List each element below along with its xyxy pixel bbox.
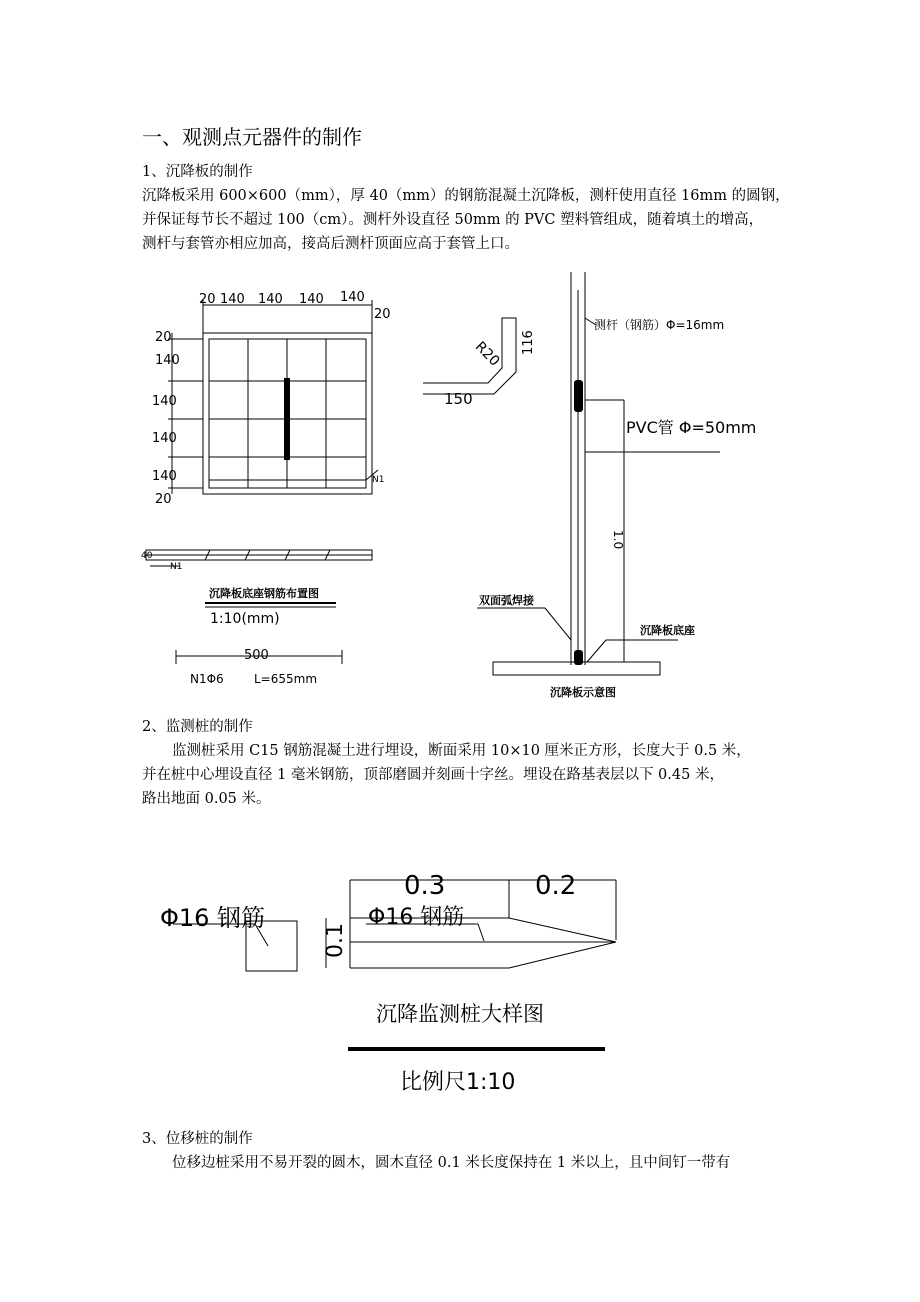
subsection-title-1: 1、沉降板的制作	[142, 164, 253, 180]
section-dim: 0.1	[323, 923, 348, 958]
side-dim-5: 140	[152, 469, 177, 484]
side-dim-3: 140	[152, 394, 177, 409]
rebar-label-mid: Φ16 钢筋	[368, 905, 465, 930]
pile-scale: 比例尺1:10	[400, 1070, 516, 1095]
side-dim-6: 20	[155, 492, 172, 507]
paragraph-1-line-1: 沉降板采用 600×600（mm），厚 40（mm）的钢筋混凝土沉降板，测杆使用直径 16mm 的圆钢，	[142, 188, 790, 204]
thickness-label: 40	[141, 551, 153, 561]
hook-radius: R20	[471, 338, 503, 370]
side-dim-1: 20	[155, 330, 172, 345]
side-dim-2: 140	[155, 353, 180, 368]
pile-title: 沉降监测桩大样图	[376, 1002, 544, 1026]
top-dim-2: 140	[220, 292, 245, 307]
top-dim-5: 140	[340, 290, 365, 305]
paragraph-2-line-3: 路出地面 0.05 米。	[142, 791, 271, 807]
length-label: 1.0	[611, 530, 625, 550]
top-dim-1: 20	[199, 292, 216, 307]
dim-0-2: 0.2	[535, 871, 577, 901]
top-dim-3: 140	[258, 292, 283, 307]
base-label: 沉降板底座	[640, 624, 695, 637]
hook-height: 116	[521, 330, 536, 355]
rebar-label-left: Φ16 钢筋	[160, 904, 266, 932]
paragraph-3-line-1: 位移边桩采用不易开裂的圆木，圆木直径 0.1 米长度保持在 1 米以上，且中间钉一带有	[172, 1155, 731, 1171]
plan-scale: 1:10(mm)	[210, 611, 280, 627]
n1-label-section: N1	[170, 562, 183, 572]
n1-label: N1	[372, 475, 385, 485]
paragraph-2-line-1: 监测桩采用 C15 钢筋混凝土进行埋设，断面采用 10×10 厘米正方形，长度大于 0.5 米，	[172, 743, 751, 759]
pvc-label: PVC管 Φ=50mm	[626, 418, 757, 437]
hook-width: 150	[444, 390, 473, 408]
top-dim-4: 140	[299, 292, 324, 307]
bar-L: L=655mm	[254, 672, 318, 686]
side-view-title: 沉降板示意图	[550, 686, 616, 699]
section-heading: 一、观测点元器件的制作	[142, 125, 362, 149]
top-dim-6: 20	[374, 307, 391, 322]
rod-label: 测杆（钢筋）Φ=16mm	[594, 318, 725, 332]
paragraph-1-line-2: 并保证每节长不超过 100（cm）。测杆外设直径 50mm 的 PVC 塑料管组成，随着填土的增高，	[142, 212, 764, 228]
subsection-title-2: 2、监测桩的制作	[142, 719, 253, 735]
subsection-title-3: 3、位移桩的制作	[142, 1131, 253, 1147]
paragraph-1-line-3: 测杆与套管亦相应加高，接高后测杆顶面应高于套管上口。	[142, 236, 519, 252]
plan-title: 沉降板底座钢筋布置图	[209, 587, 319, 600]
dim-0-3: 0.3	[404, 871, 446, 901]
side-dim-4: 140	[152, 431, 177, 446]
paragraph-2-line-2: 并在桩中心埋设直径 1 毫米钢筋，顶部磨圆并刻画十字丝。埋设在路基表层以下 0.45 米，	[142, 767, 724, 783]
weld-label: 双面弧焊接	[479, 594, 534, 607]
bar-length: 500	[244, 648, 269, 663]
bar-label: N1Φ6	[190, 672, 224, 686]
